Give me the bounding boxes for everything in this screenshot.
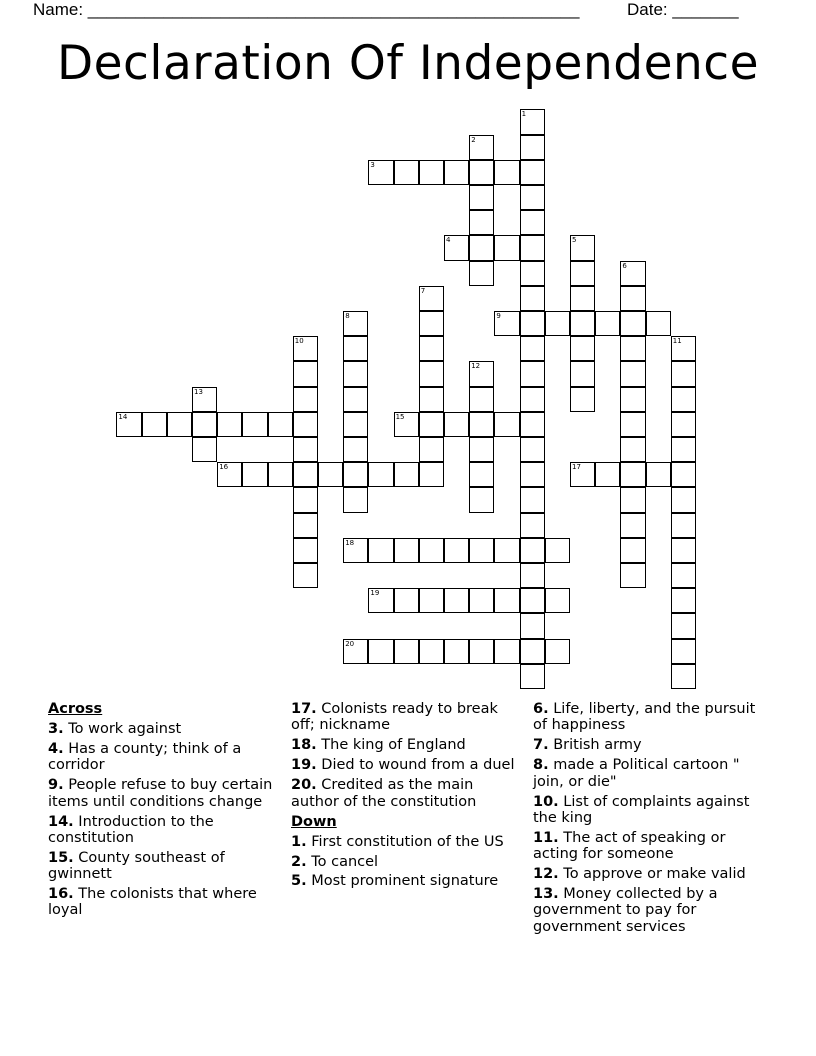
clue-text: People refuse to buy certain items until conditions change [48,777,273,810]
grid-cell[interactable] [671,336,696,361]
grid-cell[interactable] [419,588,444,613]
grid-cell[interactable] [469,437,494,462]
grid-cell[interactable] [494,412,519,437]
down-clue [291,873,519,889]
clue-number-label: 11 [672,337,682,346]
grid-cell[interactable] [570,387,595,412]
grid-cell[interactable] [620,261,645,286]
grid-cell[interactable] [116,412,141,437]
grid-cell[interactable] [469,639,494,664]
grid-cell[interactable] [671,588,696,613]
grid-cell[interactable] [570,361,595,386]
grid-cell[interactable] [444,160,469,185]
grid-cell[interactable] [469,135,494,160]
grid-cell[interactable] [419,639,444,664]
clue-text: Credited as the main author of the constitution [291,777,477,810]
grid-cell[interactable] [343,361,368,386]
grid-cell[interactable] [419,412,444,437]
grid-cell[interactable] [242,462,267,487]
down-clue [533,757,768,790]
grid-cell[interactable] [520,664,545,689]
clue-number-label: 19 [370,589,380,598]
clue-text: The king of England [316,737,466,754]
grid-cell[interactable] [343,487,368,512]
grid-cell[interactable] [494,588,519,613]
grid-cell[interactable] [242,412,267,437]
grid-cell[interactable] [646,462,671,487]
grid-cell[interactable] [469,462,494,487]
grid-cell[interactable] [595,311,620,336]
grid-cell[interactable] [494,538,519,563]
grid-cell[interactable] [545,639,570,664]
clue-number: 15. [48,849,74,866]
grid-cell[interactable] [520,235,545,260]
grid-cell[interactable] [620,513,645,538]
grid-cell[interactable] [520,387,545,412]
grid-cell[interactable] [394,412,419,437]
grid-cell[interactable] [293,387,318,412]
clue-number-label: 7 [420,286,426,295]
grid-cell[interactable] [343,412,368,437]
grid-cell[interactable] [570,261,595,286]
clue-text: Has a county; think of a corridor [48,740,242,774]
grid-cell[interactable] [520,538,545,563]
clue-number-label: 18 [345,538,355,547]
grid-cell[interactable] [368,588,393,613]
across-clue [291,701,519,734]
grid-cell[interactable] [620,311,645,336]
grid-cell[interactable] [469,487,494,512]
grid-cell[interactable] [444,538,469,563]
grid-cell[interactable] [520,210,545,235]
grid-cell[interactable] [671,613,696,638]
grid-cell[interactable] [293,361,318,386]
grid-cell[interactable] [520,185,545,210]
clue-number: 18. [291,737,317,754]
grid-cell[interactable] [520,487,545,512]
clue-number: 12. [533,866,559,883]
grid-cell[interactable] [469,210,494,235]
across-clue [291,757,519,773]
across-clue [48,814,276,847]
grid-cell[interactable] [620,538,645,563]
down-clue [291,834,519,850]
grid-cell[interactable] [469,261,494,286]
grid-cell[interactable] [671,664,696,689]
grid-cell[interactable] [671,513,696,538]
clue-number: 9. [48,777,64,794]
clue-number: 14. [48,813,74,830]
grid-cell[interactable] [494,639,519,664]
grid-cell[interactable] [444,588,469,613]
grid-cell[interactable] [419,437,444,462]
grid-cell[interactable] [343,437,368,462]
grid-cell[interactable] [520,462,545,487]
grid-cell[interactable] [646,311,671,336]
clue-number: 4. [48,740,64,757]
clue-number: 5. [291,873,307,890]
grid-cell[interactable] [268,462,293,487]
grid-cell[interactable] [419,311,444,336]
clue-text: The colonists that where loyal [48,886,257,919]
grid-cell[interactable] [570,311,595,336]
across-clue [48,741,276,774]
clue-text: The act of speaking or acting for someone [533,829,726,863]
grid-cell[interactable] [520,311,545,336]
clue-number: 6. [533,701,549,717]
clue-number-label: 8 [345,312,350,320]
grid-cell[interactable] [494,160,519,185]
clue-text: Introduction to the constitution [48,813,214,846]
grid-cell[interactable] [217,462,242,487]
grid-cell[interactable] [494,311,519,336]
grid-cell[interactable] [671,361,696,386]
grid-cell[interactable] [620,387,645,412]
clue-number: 8. [533,757,549,774]
grid-cell[interactable] [192,437,217,462]
grid-cell[interactable] [419,462,444,487]
grid-cell[interactable] [368,160,393,185]
grid-cell[interactable] [545,311,570,336]
grid-cell[interactable] [520,563,545,588]
grid-cell[interactable] [570,286,595,311]
grid-cell[interactable] [469,588,494,613]
grid-cell[interactable] [343,387,368,412]
grid-cell[interactable] [620,487,645,512]
grid-cell[interactable] [293,513,318,538]
clues-column-1 [48,701,276,922]
clue-number-label: 9 [496,312,501,320]
down-clue [533,830,768,863]
grid-cell[interactable] [671,538,696,563]
clue-text: Money collected by a government to pay for government services [533,886,718,935]
grid-cell[interactable] [293,487,318,512]
clue-text: Life, liberty, and the pursuit of happiness [533,701,756,734]
grid-cell[interactable] [671,639,696,664]
grid-cell[interactable] [570,462,595,487]
grid-cell[interactable] [343,311,368,336]
grid-cell[interactable] [343,462,368,487]
grid-cell[interactable] [520,513,545,538]
clue-number: 13. [533,886,559,903]
clue-number: 1. [291,833,307,850]
clue-number: 19. [291,757,317,774]
grid-cell[interactable] [520,109,545,134]
clue-text: County southeast of gwinnett [48,849,225,883]
clue-text: Died to wound from a duel [316,757,515,774]
grid-cell[interactable] [419,538,444,563]
grid-cell[interactable] [620,412,645,437]
grid-cell[interactable] [343,336,368,361]
grid-cell[interactable] [394,639,419,664]
clue-text: British army [548,737,642,754]
grid-cell[interactable] [444,412,469,437]
clue-number: 3. [48,720,64,737]
grid-cell[interactable] [394,538,419,563]
grid-cell[interactable] [671,563,696,588]
grid-cell[interactable] [293,336,318,361]
grid-cell[interactable] [494,235,519,260]
grid-cell[interactable] [520,613,545,638]
grid-cell[interactable] [545,588,570,613]
grid-cell[interactable] [620,361,645,386]
grid-cell[interactable] [419,160,444,185]
page-title: Declaration Of Independence [56,36,760,91]
clue-text: made a Political cartoon " join, or die" [533,757,740,790]
grid-cell[interactable] [444,235,469,260]
clue-number-label: 14 [118,412,128,421]
clues-column-3 [533,701,768,939]
across-clue [291,777,519,810]
clue-text: Colonists ready to break off; nickname [291,701,498,734]
grid-cell[interactable] [469,387,494,412]
clue-number: 10. [533,793,559,810]
grid-cell[interactable] [142,412,167,437]
grid-cell[interactable] [520,135,545,160]
grid-cell[interactable] [444,639,469,664]
grid-cell[interactable] [620,437,645,462]
clue-number: 17. [291,701,317,717]
clue-number-label: 15 [395,412,405,421]
grid-cell[interactable] [620,462,645,487]
date-field[interactable]: Date: _______ [627,0,739,19]
grid-cell[interactable] [343,639,368,664]
grid-cell[interactable] [520,261,545,286]
clue-text: Most prominent signature [306,873,499,890]
clue-number-label: 5 [572,236,577,245]
down-clue [291,854,519,870]
grid-cell[interactable] [368,538,393,563]
clue-number: 20. [291,777,317,794]
across-clue [48,850,276,883]
grid-cell[interactable] [419,336,444,361]
clue-number: 2. [291,853,307,870]
clue-number-label: 4 [446,236,451,245]
across-heading: Across [48,701,103,717]
grid-cell[interactable] [520,286,545,311]
clues-column-2 [291,701,519,893]
grid-cell[interactable] [595,462,620,487]
down-clue [533,794,768,827]
clue-number-label: 12 [471,362,481,371]
grid-cell[interactable] [394,588,419,613]
grid-cell[interactable] [520,588,545,613]
grid-cell[interactable] [394,160,419,185]
clue-number-label: 6 [622,261,627,270]
grid-cell[interactable] [671,462,696,487]
clue-number-label: 13 [194,387,203,396]
clue-text: To cancel [306,853,379,870]
clue-text: List of complaints against the king [533,793,750,826]
grid-cell[interactable] [469,538,494,563]
grid-cell[interactable] [192,412,217,437]
grid-cell[interactable] [520,639,545,664]
grid-cell[interactable] [167,412,192,437]
grid-cell[interactable] [318,462,343,487]
grid-cell[interactable] [520,361,545,386]
grid-cell[interactable] [419,387,444,412]
grid-cell[interactable] [520,336,545,361]
name-field[interactable]: Name: ____________________________________________________ [33,0,580,19]
grid-cell[interactable] [368,639,393,664]
grid-cell[interactable] [671,412,696,437]
grid-cell[interactable] [293,563,318,588]
grid-cell[interactable] [419,286,444,311]
clue-number: 16. [48,886,74,903]
clue-number-label: 20 [345,639,355,648]
grid-cell[interactable] [671,387,696,412]
down-heading: Down [291,813,337,830]
grid-cell[interactable] [293,462,318,487]
grid-cell[interactable] [293,538,318,563]
grid-cell[interactable] [620,563,645,588]
grid-cell[interactable] [217,412,242,437]
grid-cell[interactable] [293,437,318,462]
clue-number-label: 3 [370,160,375,169]
grid-cell[interactable] [545,538,570,563]
across-clue [48,777,276,810]
grid-cell[interactable] [520,160,545,185]
grid-cell[interactable] [570,235,595,260]
clue-number-label: 2 [471,135,476,144]
clue-text: First constitution of the US [306,833,504,850]
down-clue [533,737,768,753]
grid-cell[interactable] [620,336,645,361]
across-clue [291,737,519,753]
clue-number-label: 16 [219,463,229,472]
clue-number: 7. [533,737,549,754]
grid-cell[interactable] [520,412,545,437]
grid-cell[interactable] [368,462,393,487]
clue-number: 11. [533,829,559,846]
grid-cell[interactable] [469,361,494,386]
clue-text: To approve or make valid [558,866,746,883]
grid-cell[interactable] [469,160,494,185]
clue-number-label: 10 [294,337,304,346]
grid-cell[interactable] [469,412,494,437]
grid-cell[interactable] [520,437,545,462]
clue-number-label: 1 [521,110,527,119]
grid-cell[interactable] [343,538,368,563]
down-clue [533,886,768,935]
grid-cell[interactable] [671,437,696,462]
down-clue [533,866,768,882]
grid-cell[interactable] [570,336,595,361]
grid-cell[interactable] [192,387,217,412]
down-clue [533,701,768,734]
grid-cell[interactable] [419,361,444,386]
clue-number-label: 17 [572,463,581,472]
grid-cell[interactable] [469,185,494,210]
across-clue [48,721,276,737]
across-clue [48,886,276,919]
grid-cell[interactable] [293,412,318,437]
grid-cell[interactable] [620,286,645,311]
clue-text: To work against [63,720,182,737]
grid-cell[interactable] [671,487,696,512]
grid-cell[interactable] [268,412,293,437]
grid-cell[interactable] [469,235,494,260]
grid-cell[interactable] [394,462,419,487]
